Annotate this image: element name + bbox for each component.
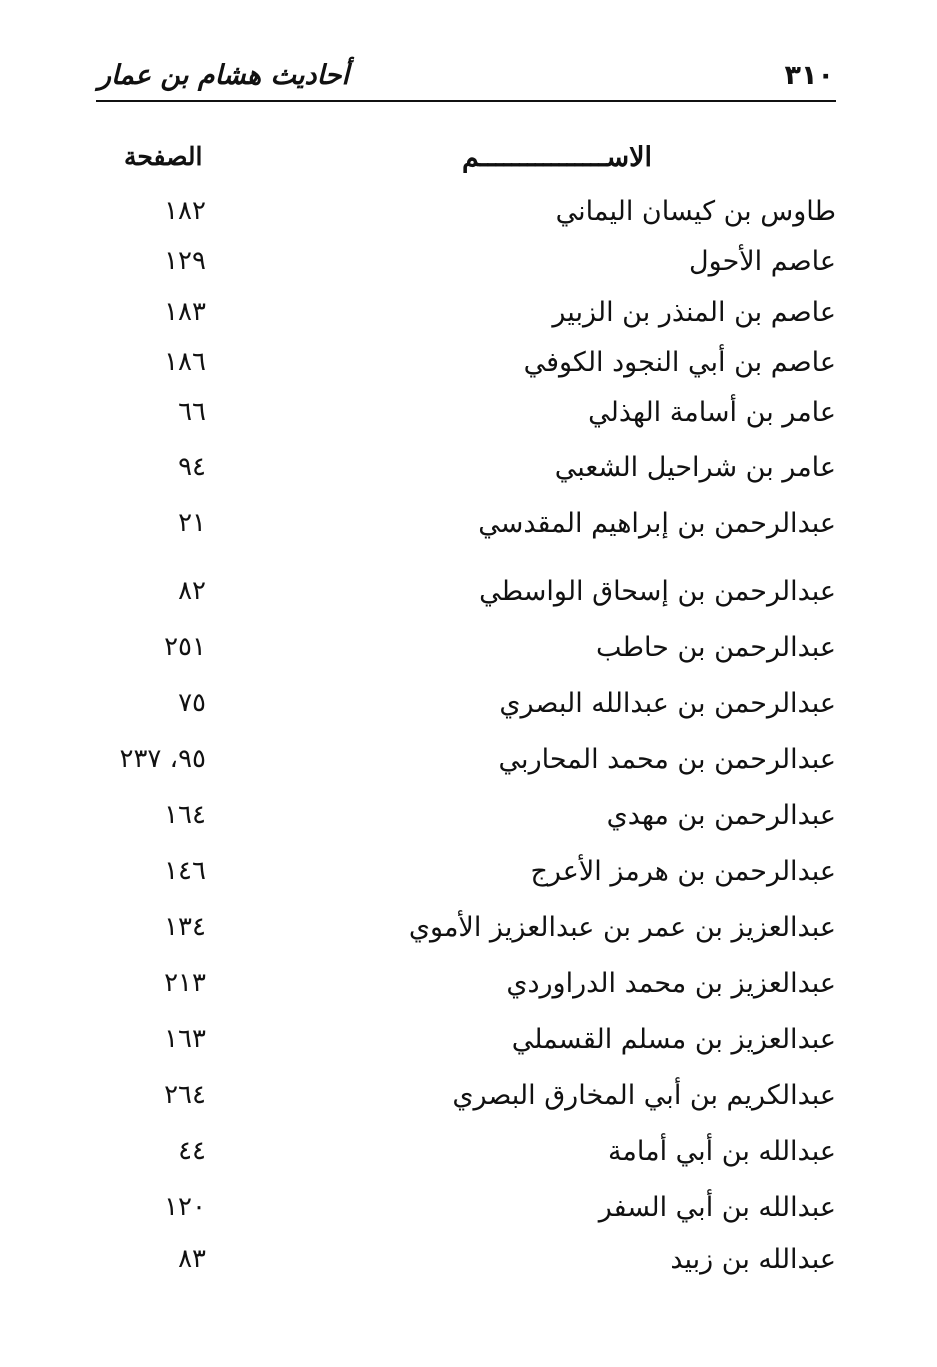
entry-name: عبدالرحمن بن عبدالله البصري [499,688,836,719]
index-entry [96,347,836,387]
entry-pages: ١٦٣ [164,1024,206,1054]
entry-pages: ١٨٣ [164,297,206,327]
entry-name: عاصم بن أبي النجود الكوفي [523,347,836,378]
book-title: أحاديث هشام بن عمار [98,60,349,91]
index-entry [96,856,836,896]
entry-name: طاوس بن كيسان اليماني [555,196,836,227]
index-entry [96,508,836,548]
entry-pages: ٦٦ [178,397,206,427]
index-entry [96,1080,836,1120]
entry-name: عامر بن أسامة الهذلي [588,397,836,428]
entry-pages: ١٨٢ [164,196,206,226]
entry-pages: ٨٣ [178,1244,206,1274]
entry-name: عبدالرحمن بن حاطب [595,632,836,663]
index-entry [96,196,836,236]
index-entry [96,632,836,672]
entry-name: عبدالرحمن بن محمد المحاربي [498,744,836,775]
entry-name: عبدالله بن أبي أمامة [607,1136,836,1167]
entry-pages: ١٦٤ [164,800,206,830]
column-header-page: الصفحة [124,142,203,171]
entry-pages: ١٢٩ [164,246,206,276]
entry-name: عاصم الأحول [689,246,836,277]
entry-name: عبدالرحمن بن هرمز الأعرج [530,856,836,887]
entry-pages: ٧٥ [178,688,206,718]
column-header-name: الاســــــــــــــــم [461,142,652,173]
entry-pages: ٤٤ [178,1136,206,1166]
entry-pages: ٢٥١ [164,632,206,662]
index-entry [96,744,836,784]
entry-pages: ١٣٤ [164,912,206,942]
index-entry [96,246,836,286]
index-entry [96,688,836,728]
index-entry [96,912,836,952]
entry-name: عبدالرحمن بن إسحاق الواسطي [479,576,836,607]
entry-name: عبدالرحمن بن مهدي [606,800,836,831]
entry-pages: ١٨٦ [164,347,206,377]
index-entry [96,1024,836,1064]
entry-pages: ٢١٣ [164,968,206,998]
entry-pages: ١٤٦ [164,856,206,886]
index-entry [96,1192,836,1232]
index-entry [96,576,836,616]
entry-name: عبدالكريم بن أبي المخارق البصري [452,1080,836,1111]
index-entry [96,1136,836,1176]
entry-name: عبدالرحمن بن إبراهيم المقدسي [478,508,836,539]
entry-pages: ٢٦٤ [164,1080,206,1110]
entry-name: عبدالعزيز بن محمد الدراوردي [506,968,836,999]
entry-name: عاصم بن المنذر بن الزبير [552,297,836,328]
entry-pages: ٢١ [178,508,206,538]
page-number: ٣١٠ [784,60,834,91]
page-header [96,56,836,102]
index-entry [96,452,836,492]
entry-name: عبدالعزيز بن مسلم القسملي [511,1024,836,1055]
entry-pages: ٨٢ [178,576,206,606]
entry-pages: ١٢٠ [164,1192,206,1222]
entry-name: عامر بن شراحيل الشعبي [554,452,836,483]
index-entry [96,800,836,840]
index-entry [96,397,836,437]
entry-name: عبدالله بن زبيد [670,1244,836,1275]
index-entry [96,1244,836,1284]
entry-pages: ٩٤ [178,452,206,482]
entry-pages: ٩٥، ٢٣٧ [119,744,206,774]
index-entry [96,968,836,1008]
entry-name: عبدالله بن أبي السفر [598,1192,836,1223]
entry-name: عبدالعزيز بن عمر بن عبدالعزيز الأموي [408,912,836,943]
index-entry [96,297,836,337]
